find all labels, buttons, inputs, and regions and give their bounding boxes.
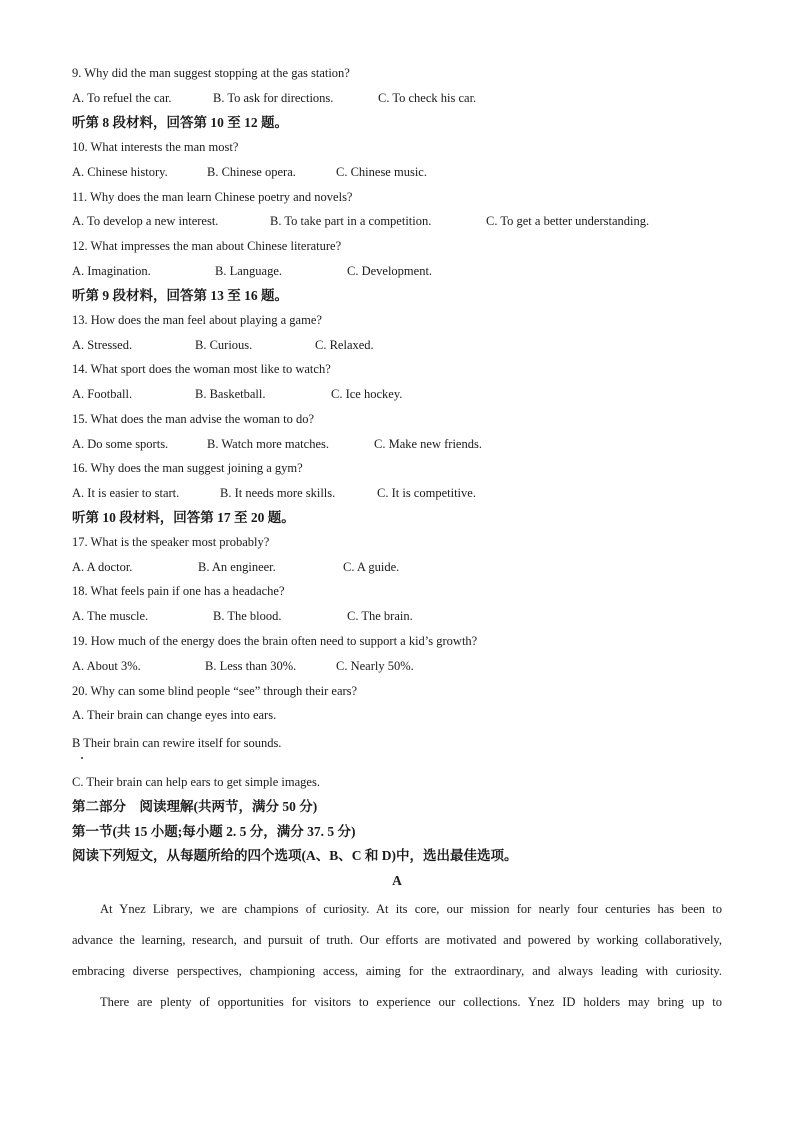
q15-option-a: A. Do some sports.	[72, 437, 169, 451]
stray-dot-mark	[81, 757, 83, 759]
q17-option-c: C. A guide.	[343, 560, 400, 574]
q17-option-b: B. An engineer.	[198, 560, 276, 574]
passage-line-4: There are plenty of opportunities for visitors to experience our collections. Ynez ID holders may bring up to	[100, 995, 722, 1009]
question-18: 18. What feels pain if one has a headache?	[72, 584, 285, 598]
q13-option-c: C. Relaxed.	[315, 338, 374, 352]
passage-line-3: embracing diverse perspectives, championing access, aiming for the extraordinary, and always leading with curiosity.	[72, 964, 722, 978]
question-19: 19. How much of the energy does the brain often need to support a kid’s growth?	[72, 634, 478, 648]
q9-option-c: C. To check his car.	[378, 91, 477, 105]
question-15: 15. What does the man advise the woman to do?	[72, 412, 315, 426]
q10-option-c: C. Chinese music.	[336, 165, 427, 179]
q14-option-a: A. Football.	[72, 387, 133, 401]
section-8-heading: 听第 8 段材料，回答第 10 至 12 题。	[72, 115, 288, 130]
q9-option-b: B. To ask for directions.	[213, 91, 334, 105]
passage-line-2: advance the learning, research, and pursuit of truth. Our efforts are motivated and powered by working collaboratively,	[72, 933, 722, 947]
question-10: 10. What interests the man most?	[72, 140, 239, 154]
q19-option-a: A. About 3%.	[72, 659, 141, 673]
q14-option-c: C. Ice hockey.	[331, 387, 403, 401]
q18-option-b: B. The blood.	[213, 609, 282, 623]
q12-option-c: C. Development.	[347, 264, 433, 278]
q13-option-b: B. Curious.	[195, 338, 253, 352]
q17-option-a: A. A doctor.	[72, 560, 133, 574]
question-17: 17. What is the speaker most probably?	[72, 535, 270, 549]
question-16: 16. Why does the man suggest joining a gym?	[72, 461, 303, 475]
question-11: 11. Why does the man learn Chinese poetry and novels?	[72, 190, 353, 204]
q10-option-b: B. Chinese opera.	[207, 165, 296, 179]
q18-option-a: A. The muscle.	[72, 609, 149, 623]
passage-line-1: At Ynez Library, we are champions of curiosity. At its core, our mission for nearly four centuries has been to	[100, 902, 722, 916]
q11-option-b: B. To take part in a competition.	[270, 214, 432, 228]
q9-option-a: A. To refuel the car.	[72, 91, 172, 105]
q15-option-b: B. Watch more matches.	[207, 437, 329, 451]
q18-option-c: C. The brain.	[347, 609, 413, 623]
question-13: 13. How does the man feel about playing a game?	[72, 313, 322, 327]
q11-option-a: A. To develop a new interest.	[72, 214, 219, 228]
q16-option-c: C. It is competitive.	[377, 486, 476, 500]
q20-option-b: B Their brain can rewire itself for sounds.	[72, 736, 282, 750]
question-12: 12. What impresses the man about Chinese literature?	[72, 239, 342, 253]
q13-option-a: A. Stressed.	[72, 338, 133, 352]
passage-title: A	[392, 873, 402, 888]
part-2-section-1-heading: 第一节(共 15 小题;每小题 2. 5 分，满分 37. 5 分)	[72, 824, 356, 839]
q12-option-b: B. Language.	[215, 264, 282, 278]
reading-instruction: 阅读下列短文，从每题所给的四个选项(A、B、C 和 D)中，选出最佳选项。	[72, 848, 518, 863]
q15-option-c: C. Make new friends.	[374, 437, 482, 451]
question-14: 14. What sport does the woman most like to watch?	[72, 362, 331, 376]
q16-option-a: A. It is easier to start.	[72, 486, 180, 500]
q19-option-c: C. Nearly 50%.	[336, 659, 414, 673]
q11-option-c: C. To get a better understanding.	[486, 214, 650, 228]
q12-option-a: A. Imagination.	[72, 264, 151, 278]
q16-option-b: B. It needs more skills.	[220, 486, 336, 500]
q20-option-a: A. Their brain can change eyes into ears.	[72, 708, 277, 722]
question-20: 20. Why can some blind people “see” through their ears?	[72, 684, 358, 698]
q20-option-c: C. Their brain can help ears to get simple images.	[72, 775, 320, 789]
q14-option-b: B. Basketball.	[195, 387, 266, 401]
q19-option-b: B. Less than 30%.	[205, 659, 297, 673]
section-9-heading: 听第 9 段材料，回答第 13 至 16 题。	[72, 288, 288, 303]
section-10-heading: 听第 10 段材料，回答第 17 至 20 题。	[72, 510, 295, 525]
q10-option-a: A. Chinese history.	[72, 165, 168, 179]
question-9: 9. Why did the man suggest stopping at the gas station?	[72, 66, 350, 80]
part-2-heading: 第二部分 阅读理解(共两节，满分 50 分)	[72, 799, 318, 814]
